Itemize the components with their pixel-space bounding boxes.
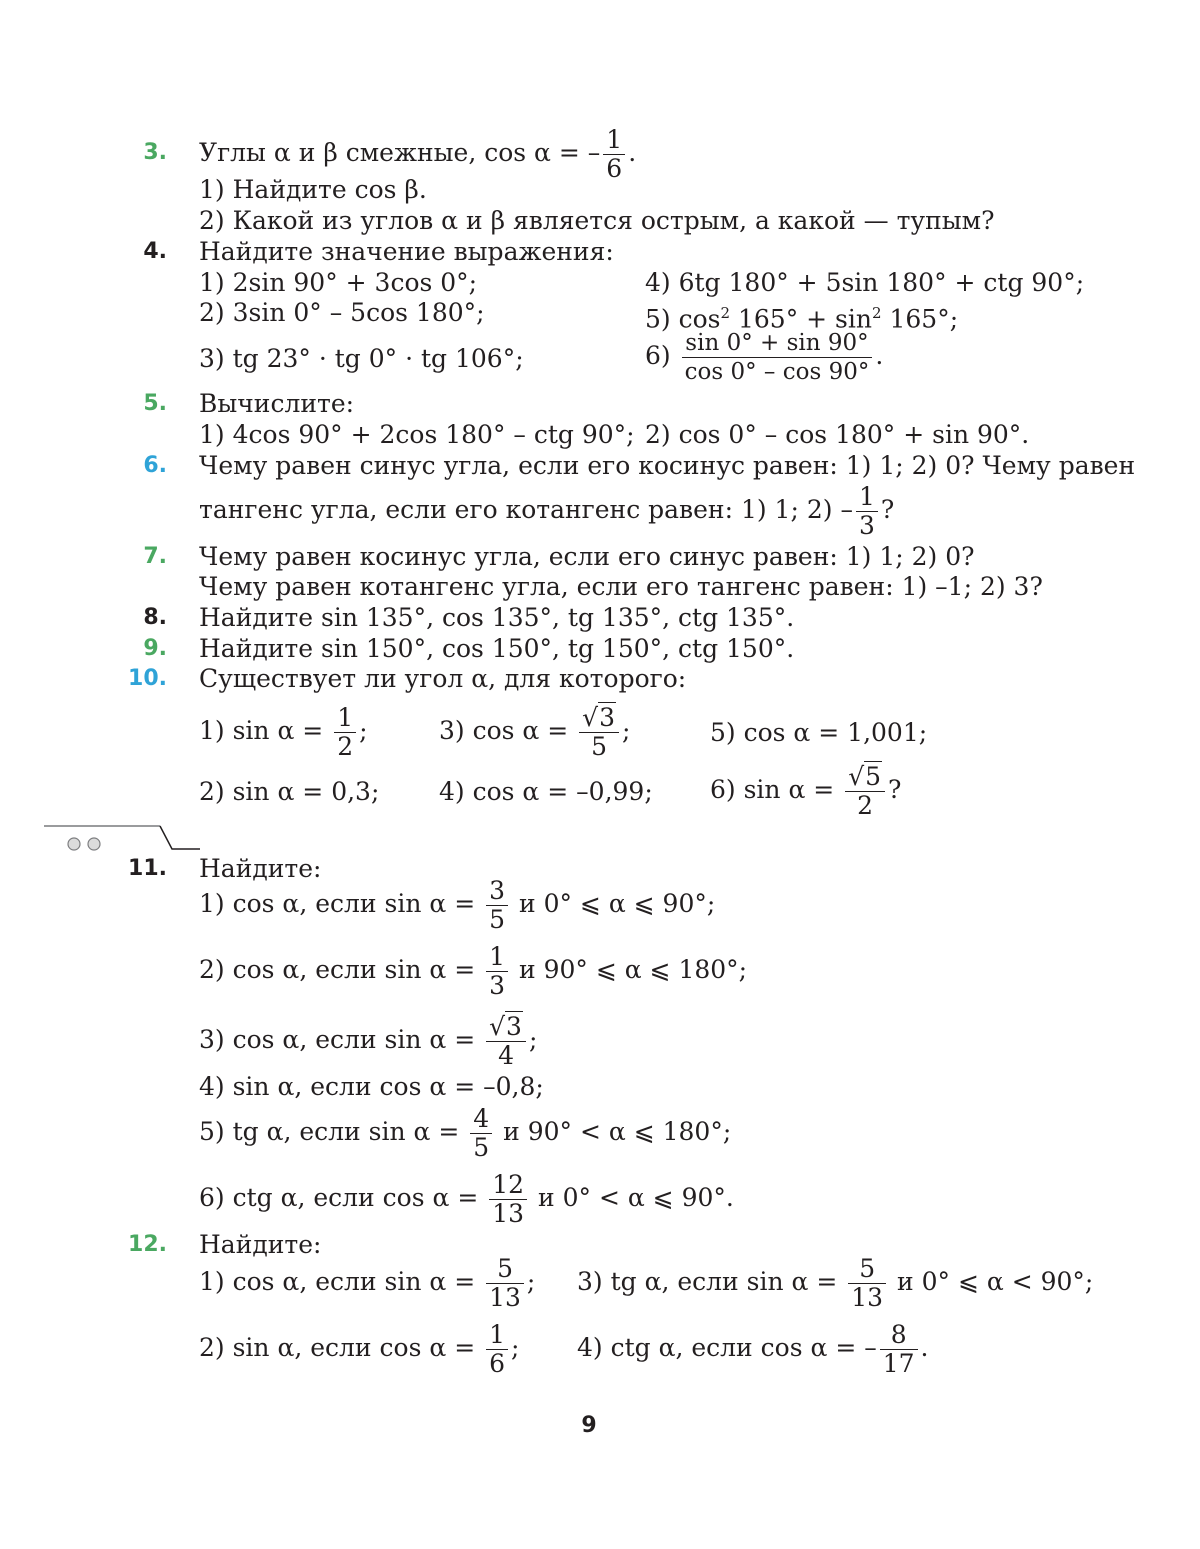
fraction: $\frac{12}{13}$ xyxy=(489,1171,527,1228)
fraction: $\frac{1}{3}$ xyxy=(486,943,508,1000)
fraction: $\frac{√3}{4}$ xyxy=(486,1013,526,1070)
problem-10-item-1: 1) sin α = $\frac{1}{2}$ ; xyxy=(199,703,368,761)
problem-6-number: 6. xyxy=(143,453,167,478)
fraction: $\frac{\sin 0^\circ + \sin 90^\circ}{\cos 0^\circ - \cos 90^\circ}$ xyxy=(682,329,873,386)
fraction: $\frac{8}{17}$ xyxy=(880,1321,918,1378)
problem-10-number: 10. xyxy=(128,666,167,691)
problem-9-statement: Найдите sin 150°, cos 150°, tg 150°, ctg 150°. xyxy=(199,634,795,663)
problem-4-number: 4. xyxy=(143,239,167,264)
problem-4-item-3: 3) tg 23° · tg 0° · tg 106°; xyxy=(199,344,524,373)
problem-4-item-1: 1) 2sin 90° + 3cos 0°; xyxy=(199,268,478,297)
problem-4-item-2: 2) 3sin 0° – 5cos 180°; xyxy=(199,298,485,327)
fraction: $\frac{1}{6}$ xyxy=(486,1321,508,1378)
fraction: $\frac{3}{5}$ xyxy=(486,877,508,934)
problem-5-item-2: 2) cos 0° – cos 180° + sin 90°. xyxy=(645,420,1030,449)
problem-3-q1: 1) Найдите cos β. xyxy=(199,175,427,204)
problem-12-item-2: 2) sin α, если cos α = $\frac{1}{6}$ ; xyxy=(199,1320,520,1378)
problem-11-item-3: 3) cos α, если sin α = $\frac{√3}{4}$ ; xyxy=(199,1012,538,1070)
problem-10-item-4: 4) cos α = –0,99; xyxy=(439,777,653,806)
problem-5-statement: Вычислите: xyxy=(199,389,355,418)
problem-4-item-4: 4) 6tg 180° + 5sin 180° + ctg 90°; xyxy=(645,268,1085,297)
problem-12-statement: Найдите: xyxy=(199,1230,322,1259)
problem-10-item-5: 5) cos α = 1,001; xyxy=(710,718,928,747)
problem-11-item-1: 1) cos α, если sin α = $\frac{3}{5}$ и 0° ⩽ α ⩽ 90°; xyxy=(199,876,716,934)
problem-10-item-2: 2) sin α = 0,3; xyxy=(199,777,380,806)
problem-4-statement: Найдите значение выражения: xyxy=(199,237,614,266)
problem-12-item-1: 1) cos α, если sin α = $\frac{5}{13}$ ; xyxy=(199,1254,536,1312)
level-circle-icon xyxy=(88,838,100,850)
fraction: $\frac{√3}{5}$ xyxy=(579,704,619,761)
fraction: $\frac{5}{13}$ xyxy=(486,1255,524,1312)
fraction: $\frac{1}{6}$ xyxy=(603,126,625,183)
problem-3-statement: Углы α и β смежные, cos α = – $\frac{1}{6}$ . xyxy=(199,125,637,183)
problem-5-number: 5. xyxy=(143,391,167,416)
fraction: $\frac{4}{5}$ xyxy=(470,1105,492,1162)
problem-12-item-3: 3) tg α, если sin α = $\frac{5}{13}$ и 0° ⩽ α < 90°; xyxy=(577,1254,1094,1312)
level-marker-decoration xyxy=(44,823,204,857)
problem-7-line-1: Чему равен косинус угла, если его синус равен: 1) 1; 2) 0? xyxy=(199,542,975,571)
problem-10-item-6: 6) sin α = $\frac{√5}{2}$ ? xyxy=(710,762,902,820)
problem-8-statement: Найдите sin 135°, cos 135°, tg 135°, ctg 135°. xyxy=(199,603,795,632)
problem-9-number: 9. xyxy=(143,636,167,661)
problem-7-number: 7. xyxy=(143,544,167,569)
problem-11-item-2: 2) cos α, если sin α = $\frac{1}{3}$ и 90° ⩽ α ⩽ 180°; xyxy=(199,942,748,1000)
problem-11-item-4: 4) sin α, если cos α = –0,8; xyxy=(199,1072,544,1101)
problem-10-statement: Существует ли угол α, для которого: xyxy=(199,664,687,693)
problem-3-number: 3. xyxy=(143,140,167,165)
problem-8-number: 8. xyxy=(143,605,167,630)
problem-10-item-3: 3) cos α = $\frac{√3}{5}$ ; xyxy=(439,703,631,761)
problem-12-number: 12. xyxy=(128,1232,167,1257)
problem-5-item-1: 1) 4cos 90° + 2cos 180° – ctg 90°; xyxy=(199,420,635,449)
fraction: $\frac{1}{2}$ xyxy=(334,704,356,761)
problem-4-item-5: 5) $\cos^2 165^\circ + \sin^2 165^\circ$; xyxy=(645,304,959,334)
problem-6-line-2: тангенс угла, если его котангенс равен: 1) 1; 2) – $\frac{1}{3}$ ? xyxy=(199,482,895,540)
problem-6-line-1: Чему равен синус угла, если его косинус равен: 1) 1; 2) 0? Чему равен xyxy=(199,451,1136,480)
problem-11-item-6: 6) ctg α, если cos α = $\frac{12}{13}$ и 0° < α ⩽ 90°. xyxy=(199,1170,734,1228)
problem-12-item-4: 4) ctg α, если cos α = – $\frac{8}{17}$ . xyxy=(577,1320,929,1378)
problem-3-q2: 2) Какой из углов α и β является острым, а какой — тупым? xyxy=(199,206,995,235)
problem-4-item-6: 6) $\frac{\sin 0^\circ + \sin 90^\circ}{\cos 0^\circ - \cos 90^\circ}$ . xyxy=(645,330,884,385)
problem-11-number: 11. xyxy=(128,856,167,881)
fraction: $\frac{√5}{2}$ xyxy=(845,763,885,820)
level-circle-icon xyxy=(68,838,80,850)
page-number: 9 xyxy=(581,1413,597,1438)
fraction: $\frac{5}{13}$ xyxy=(848,1255,886,1312)
fraction: $\frac{1}{3}$ xyxy=(856,483,878,540)
problem-7-line-2: Чему равен котангенс угла, если его тангенс равен: 1) –1; 2) 3? xyxy=(199,572,1043,601)
problem-11-item-5: 5) tg α, если sin α = $\frac{4}{5}$ и 90° < α ⩽ 180°; xyxy=(199,1104,732,1162)
problem-11-statement: Найдите: xyxy=(199,854,322,883)
